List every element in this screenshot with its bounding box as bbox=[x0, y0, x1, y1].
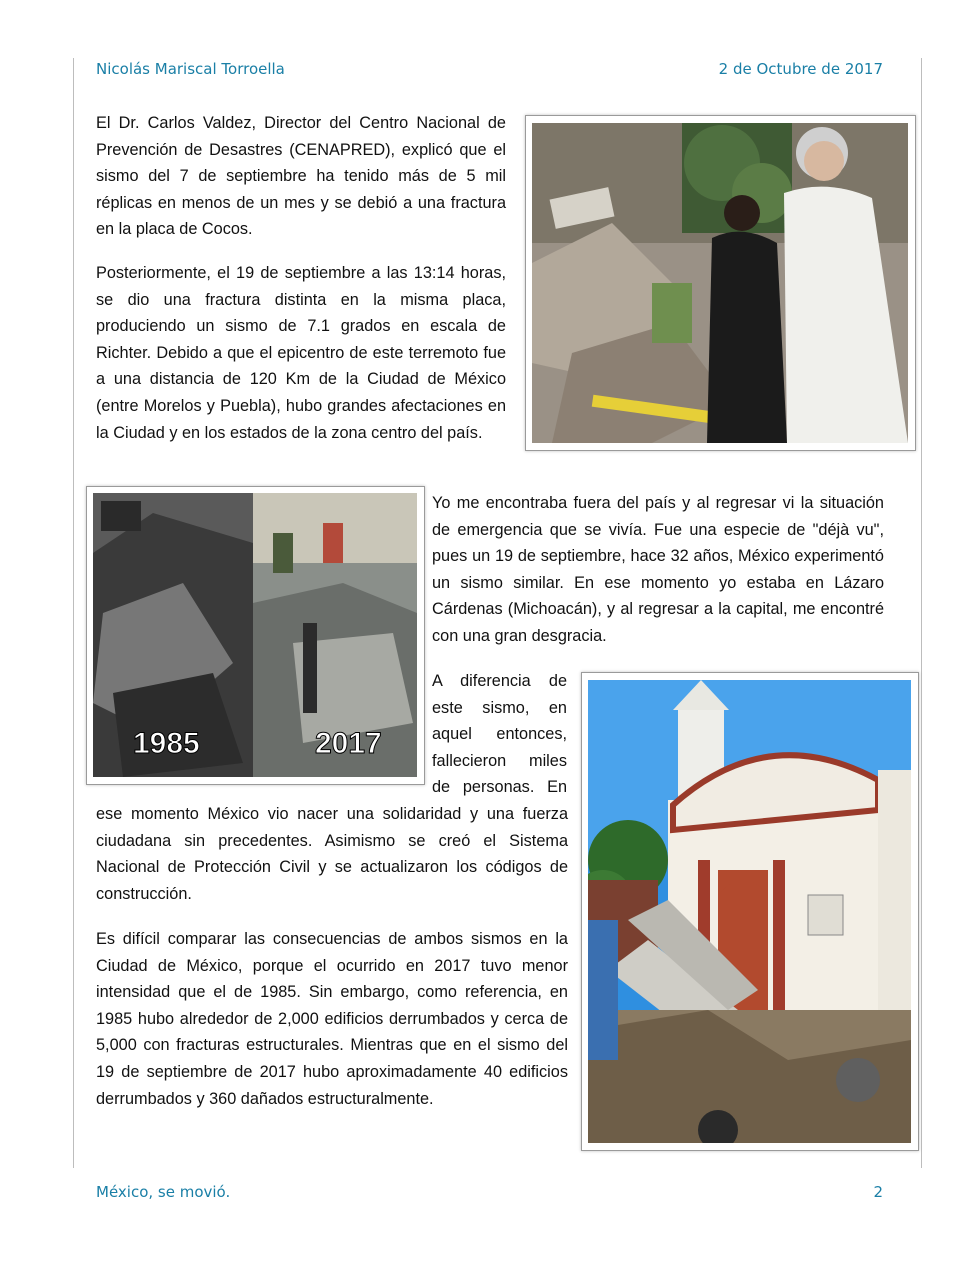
paragraph-text: Posteriormente, el 19 de septiembre a las 13:14 horas, se dio una fractura distinta en la misma placa, produciendo un sismo de 7.1 grados en escala de Richter. Debido a que el epicentro de este terremoto fue a una distancia de 120 Km de la Ciudad de México (entre Morelos y Puebla), hubo grandes afectaciones en la Ciudad y en los estados de la zona centro del país. bbox=[96, 264, 506, 442]
church-image bbox=[588, 680, 911, 1143]
footer-title: México, se movió. bbox=[96, 1183, 231, 1201]
footer-page-number: 2 bbox=[873, 1183, 883, 1201]
header-date: 2 de Octubre de 2017 bbox=[718, 60, 883, 78]
paragraph-text: Yo me encontraba fuera del país y al regresar vi la situación de emergencia que se vivía. Fue una especie de "déjà vu", pues un 19 de septiembre, hace 32 años, México experimentó un sismo similar. En ese momento yo estaba en Lázaro Cárdenas (Michoacán), y al regresar a la capital, me encontré con una gran desgracia. bbox=[432, 494, 884, 645]
paragraph-line: fallecieron miles bbox=[432, 751, 567, 770]
paragraph-line: de personas. En bbox=[432, 778, 567, 797]
photo-rubble-visit bbox=[525, 115, 916, 451]
year-2017-label: 2017 bbox=[315, 727, 382, 760]
paragraph-19-septiembre bbox=[96, 260, 506, 446]
paragraph-line: aquel entonces, bbox=[432, 725, 567, 744]
paragraph-line: A diferencia de bbox=[432, 672, 567, 690]
paragraph-text: Es difícil comparar las consecuencias de ambos sismos en la Ciudad de México, porque el ocurrido en 2017 tuvo menor intensidad que el de 1985. Sin embargo, como referencia, en 1985 hubo alrededor de 2,000 edificios derrumbados y cerca de 5,000 con fracturas estructurales. Mientras que en el sismo del 19 de septiembre de 2017 hubo aproximadamente 40 edificios derrumbados y 360 dañados estructuralmente. bbox=[96, 930, 568, 1108]
paragraph-text: ese momento México vio nacer una solidaridad y una fuerza ciudadana sin precedentes. Asimismo se creó el Sistema Nacional de Protección Civil y se actualizaron los códigos de construcción. bbox=[96, 805, 568, 903]
paragraph-deja-vu bbox=[432, 490, 884, 650]
paragraph-diferencia-continued bbox=[96, 801, 568, 907]
year-1985-label: 1985 bbox=[133, 727, 200, 760]
photo-damaged-church bbox=[581, 672, 919, 1151]
right-margin-rule bbox=[921, 58, 922, 1168]
paragraph-diferencia-narrow bbox=[432, 668, 567, 801]
paragraph-cenapred bbox=[96, 110, 506, 243]
rubble-visit-image bbox=[532, 123, 908, 443]
comparison-image bbox=[93, 493, 417, 777]
paragraph-comparacion bbox=[96, 926, 568, 1112]
paragraph-line: este sismo, en bbox=[432, 698, 567, 717]
photo-comparison-1985-2017 bbox=[86, 486, 425, 785]
paragraph-text: El Dr. Carlos Valdez, Director del Centro Nacional de Prevención de Desastres (CENAPRED), explicó que el sismo del 7 de septiembre ha tenido más de 5 mil réplicas en menos de un mes y se debió a una fractura en la placa de Cocos. bbox=[96, 114, 506, 239]
header-author: Nicolás Mariscal Torroella bbox=[96, 60, 285, 78]
left-margin-rule bbox=[73, 58, 74, 1168]
